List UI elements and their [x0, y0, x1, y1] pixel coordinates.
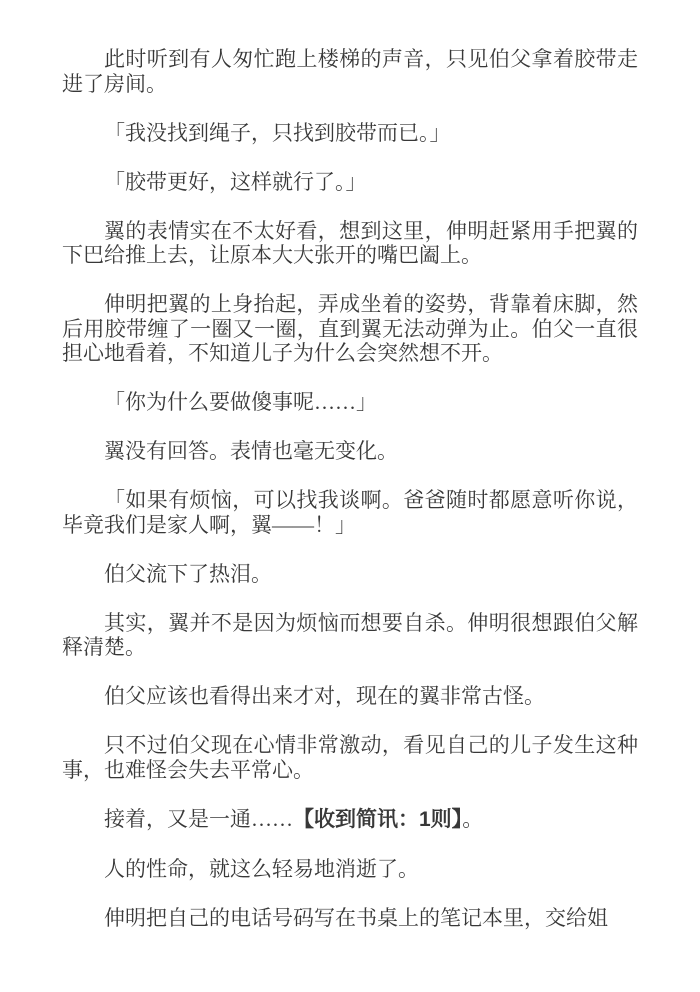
paragraph-with-notice	[62, 807, 638, 833]
paragraph: 翼的表情实在不太好看，想到这里，伸明赶紧用手把翼的下巴给推上去，让原本大大张开的嘴巴阖上。	[62, 218, 638, 267]
paragraph-dialogue: 「胶带更好，这样就行了。」	[104, 169, 367, 194]
paragraph: 人的性命，就这么轻易地消逝了。	[104, 856, 419, 881]
paragraph-dialogue: 「如果有烦恼，可以找我谈啊。爸爸随时都愿意听你说，毕竟我们是家人啊，翼——！」	[62, 488, 638, 537]
paragraph: 只不过伯父现在心情非常激动，看见自己的儿子发生这种事，也难怪会失去平常心。	[62, 733, 638, 782]
paragraph: 翼没有回答。表情也毫无变化。	[104, 439, 398, 463]
sms-received-notice: 【收到简讯：1则】	[293, 807, 463, 831]
paragraph-dialogue: 「我没找到绳子，只找到胶带而已。」	[104, 120, 451, 145]
paragraph: 伸明把翼的上身抬起，弄成坐着的姿势，背靠着床脚，然后用胶带缠了一圈又一圈，直到翼无法动弹为止。伯父一直很担心地看着，不知道儿子为什么会突然想不开。	[62, 292, 638, 365]
paragraph-text-pre: 接着，又是一通……	[104, 806, 293, 831]
paragraph: 此时听到有人匆忙跑上楼梯的声音，只见伯父拿着胶带走进了房间。	[62, 47, 638, 96]
paragraph: 伯父应该也看得出来才对，现在的翼非常古怪。	[104, 684, 545, 708]
paragraph-text-post: 。	[462, 806, 484, 831]
paragraph: 其实，翼并不是因为烦恼而想要自杀。伸明很想跟伯父解释清楚。	[62, 610, 638, 659]
paragraph: 伸明把自己的电话号码写在书桌上的笔记本里，交给姐	[104, 905, 608, 930]
paragraph-dialogue: 「你为什么要做傻事呢……」	[104, 390, 377, 414]
paragraph: 伯父流下了热泪。	[104, 561, 272, 586]
